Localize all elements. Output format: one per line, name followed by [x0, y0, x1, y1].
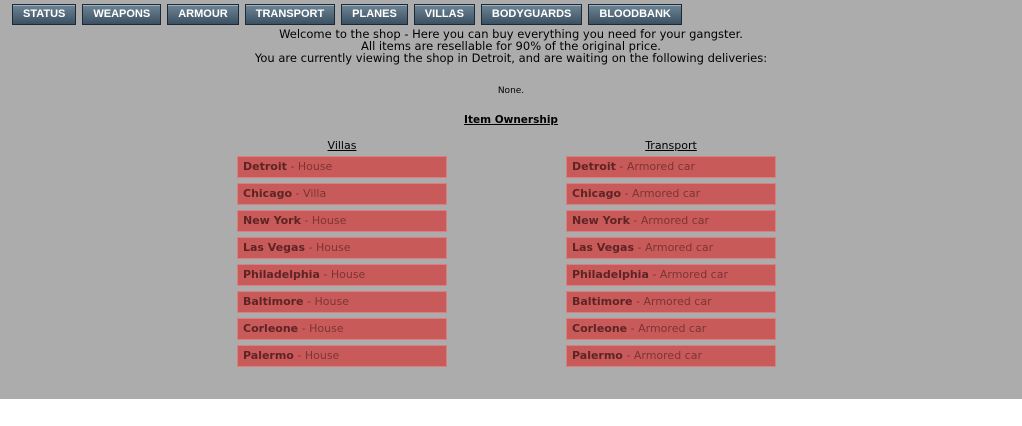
- city-name: Detroit: [572, 160, 616, 173]
- tab-villas[interactable]: VILLAS: [414, 4, 475, 25]
- tab-bloodbank[interactable]: BLOODBANK: [588, 4, 682, 25]
- list-item: New York - Armored car: [566, 210, 776, 232]
- villas-column: [237, 138, 447, 372]
- tab-armour[interactable]: ARMOUR: [167, 4, 239, 25]
- list-item: Corleone - Armored car: [566, 318, 776, 340]
- transport-heading: Transport: [645, 139, 697, 152]
- list-item: Baltimore - Armored car: [566, 291, 776, 313]
- list-item: Chicago - Villa: [237, 183, 447, 205]
- list-item: Las Vegas - House: [237, 237, 447, 259]
- list-item: Palermo - House: [237, 345, 447, 367]
- item-type: Armored car: [640, 214, 710, 227]
- item-type: House: [304, 349, 340, 362]
- city-name: Palermo: [243, 349, 294, 362]
- list-item: Baltimore - House: [237, 291, 447, 313]
- villas-heading: Villas: [327, 139, 357, 152]
- city-name: New York: [243, 214, 301, 227]
- item-type: House: [297, 160, 333, 173]
- list-item: Las Vegas - Armored car: [566, 237, 776, 259]
- item-type: House: [311, 214, 347, 227]
- city-name: Palermo: [572, 349, 623, 362]
- item-type: House: [309, 322, 344, 335]
- city-name: Chicago: [243, 187, 293, 200]
- item-type: Villa: [303, 187, 327, 200]
- item-type: Armored car: [633, 349, 702, 362]
- item-type: Armored car: [626, 160, 695, 173]
- list-item: Palermo - Armored car: [566, 345, 776, 367]
- city-name: Detroit: [243, 160, 287, 173]
- list-item: New York - House: [237, 210, 447, 232]
- ownership-heading: Item Ownership: [464, 114, 558, 126]
- tab-status[interactable]: STATUS: [12, 4, 76, 25]
- item-type: Armored car: [638, 322, 707, 335]
- nav-tabs: [12, 4, 688, 25]
- item-type: Armored car: [659, 268, 728, 281]
- item-type: Armored car: [645, 241, 714, 254]
- city-name: Corleone: [243, 322, 299, 335]
- list-item: Detroit - House: [237, 156, 447, 178]
- city-name: New York: [572, 214, 630, 227]
- intro-resell-text: All items are resellable for 90% of the original price.: [361, 39, 661, 53]
- list-item: Philadelphia - House: [237, 264, 447, 286]
- city-name: Philadelphia: [572, 268, 649, 281]
- tab-planes[interactable]: PLANES: [341, 4, 408, 25]
- list-item: Detroit - Armored car: [566, 156, 776, 178]
- item-type: House: [316, 241, 351, 254]
- city-name: Baltimore: [572, 295, 633, 308]
- deliveries-status: None.: [497, 86, 525, 96]
- item-type: Armored car: [643, 295, 712, 308]
- city-name: Las Vegas: [243, 241, 306, 254]
- intro-location-text: You are currently viewing the shop in Detroit, and are waiting on the following deliveries:: [254, 51, 768, 65]
- item-type: House: [314, 295, 349, 308]
- list-item: Philadelphia - Armored car: [566, 264, 776, 286]
- list-item: Corleone - House: [237, 318, 447, 340]
- shop-intro: [0, 28, 1022, 64]
- intro-welcome-text: Welcome to the shop - Here you can buy everything you need for your gangster.: [279, 27, 743, 41]
- city-name: Corleone: [572, 322, 628, 335]
- item-type: Armored car: [632, 187, 701, 200]
- tab-transport[interactable]: TRANSPORT: [245, 4, 335, 25]
- item-type: House: [330, 268, 366, 281]
- city-name: Las Vegas: [572, 241, 635, 254]
- tab-weapons[interactable]: WEAPONS: [82, 4, 161, 25]
- city-name: Philadelphia: [243, 268, 320, 281]
- list-item: Chicago - Armored car: [566, 183, 776, 205]
- city-name: Chicago: [572, 187, 622, 200]
- tab-bodyguards[interactable]: BODYGUARDS: [481, 4, 582, 25]
- transport-column: [566, 138, 776, 372]
- city-name: Baltimore: [243, 295, 304, 308]
